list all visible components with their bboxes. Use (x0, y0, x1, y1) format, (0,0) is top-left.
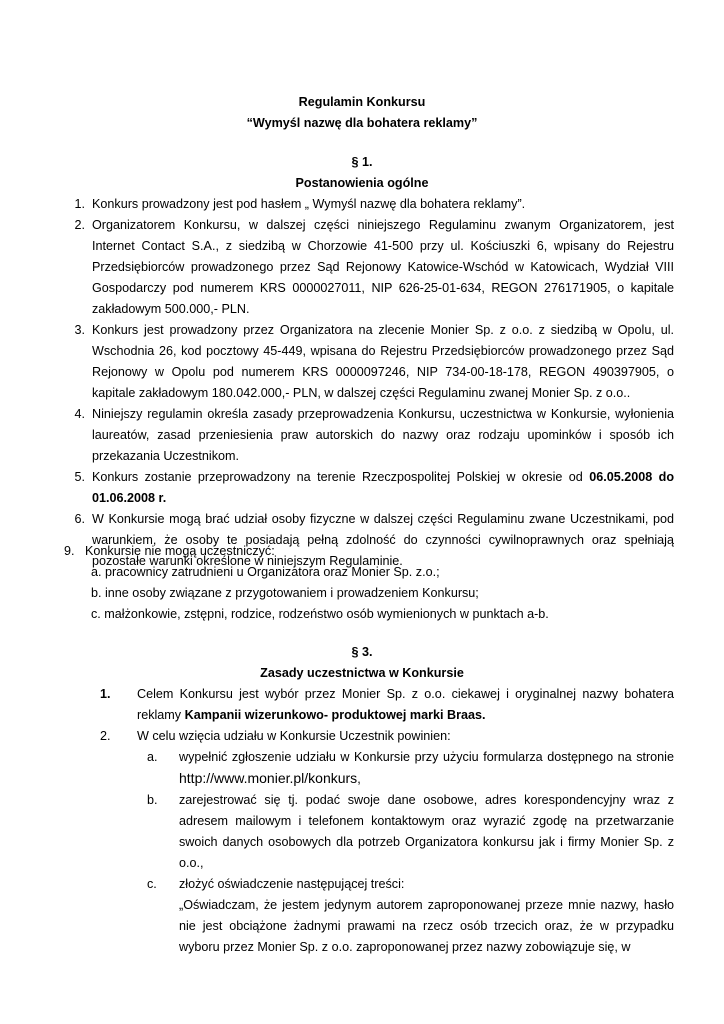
sub-item-a: a. pracownicy zatrudnieni u Organizatora oraz Monier Sp. z.o.; (91, 565, 440, 579)
title-line-1: Regulamin Konkursu (298, 95, 426, 109)
document-title (0, 92, 724, 134)
sub-item-c: c. małżonkowie, zstępni, rodzice, rodzeństwo osób wymienionych w punktach a-b. (91, 607, 549, 621)
list-item-text: W Konkursie mogą brać udział osoby fizyczne w dalszej części Regulaminu zwane Uczestnikami, pod warunkiem, że osoby te posiadają pełną zdolność do czynności cywilnoprawnych oraz spełniają pozostałe warunki określone w niniejszym Regulaminie. (92, 512, 674, 568)
list-item-text: Konkursie nie mogą uczestniczyć: (85, 544, 275, 558)
konkurs-link[interactable]: http://www.monier.pl/konkurs (179, 770, 358, 786)
list-item-text (92, 467, 674, 509)
list-item-number: 9. (64, 544, 75, 558)
title-line-2: “Wymyśl nazwę dla bohatera reklamy” (246, 116, 478, 130)
section-1-list (65, 194, 674, 572)
list-item-number: 5. (74, 470, 85, 484)
list-item-text: Konkurs jest prowadzony przez Organizatora na zlecenie Monier Sp. z o.o. z siedzibą w Opolu, ul. Wschodnia 26, kod pocztowy 45-449, wpisana do Rejestru Przedsiębiorców prowadzonego przez Sąd Rejonowy w Opolu pod numerem KRS 0000097246, NIP 734-00-18-178, REGON 490397905, o kapitale zakładowym 180.042.000,- PLN, w dalszej części Regulaminu zwanej Monier Sp. z o.o.. (92, 323, 674, 400)
section-3-number: § 3. (351, 645, 373, 659)
declaration-quote: „Oświadczam, że jestem jedynym autorem zaproponowanej przeze mnie nazwy, hasło nie jest obciążone żadnymi prawami na rzecz osób trzecich oraz, że w przypadku wyboru przez Monier Sp. z o.o. zaproponowanej przez nazwy zobowiązuje się, w (179, 898, 674, 954)
list-item-text: Organizatorem Konkursu, w dalszej części niniejszego Regulaminu zwanym Organizatorem, jest Internet Contact S.A., z siedzibą w Chorzowie 41-500 przy ul. Kościuszki 6, wpisany do Rejestru Przedsiębiorców prowadzonego przez Sąd Rejonowy Katowice-Wschód w Katowicach, Wydział VIII Gospodarczy pod numerem KRS 0000027011, NIP 626-25-01-634, REGON 276171905, o kapitale zakładowym 500.000,- PLN. (92, 218, 674, 316)
list-item (65, 320, 674, 404)
list-item-text: W celu wzięcia udziału w Konkursie Uczestnik powinien: (137, 729, 451, 743)
list-item-number: 6. (74, 512, 85, 526)
list-item-number: 3. (74, 323, 85, 337)
sub-item-text: zarejestrować się tj. podać swoje dane osobowe, adres korespondencyjny wraz z adresem mailowym i telefonem kontaktowym oraz wyrazić zgodę na przetwarzanie swoich danych osobowych dla potrzeb Organizatora konkursu jak i firmy Monier Sp. z o.o., (179, 793, 674, 870)
section-1-title: Postanowienia ogólne (295, 176, 429, 190)
list-item (65, 467, 674, 509)
sub-item-letter: c. (147, 877, 157, 891)
sub-item-text: złożyć oświadczenie następującej treści: (179, 877, 405, 891)
list-item (100, 684, 674, 726)
list-item-text (137, 687, 674, 722)
list-item-text-plain: Konkurs zostanie przeprowadzony na terenie Rzeczpospolitej Polskiej w okresie od (92, 470, 590, 484)
list-item-9 (64, 541, 275, 562)
list-item (65, 404, 674, 467)
section-3-title: Zasady uczestnictwa w Konkursie (260, 666, 464, 680)
sub-item-b: b. inne osoby związane z przygotowaniem i prowadzeniem Konkursu; (91, 586, 479, 600)
sub-item-c (137, 874, 674, 895)
list-item-number: 1. (74, 197, 85, 211)
date-range: 06.05.2008 do 01.06.2008 r. (92, 470, 675, 505)
section-3-list (100, 684, 674, 958)
section-3-heading (0, 642, 724, 684)
sub-item-text: wypełnić zgłoszenie udziału w Konkursie przy użyciu formularza dostępnego na stronie (179, 750, 674, 764)
list-item-text: Konkurs prowadzony jest pod hasłem „ Wymyśl nazwę dla bohatera reklamy”. (92, 197, 526, 211)
sub-item-trailing: , (357, 772, 361, 786)
list-item (65, 194, 674, 215)
section-1-heading (0, 152, 724, 194)
list-item (65, 215, 674, 320)
sub-item-a (137, 747, 674, 790)
sub-item-b (137, 790, 674, 874)
list-item-number: 2. (100, 729, 111, 743)
list-item-number: 1. (100, 687, 111, 701)
list-item-text-plain: Celem Konkursu jest wybór przez Monier Sp. z o.o. ciekawej i oryginalnej nazwy bohatera reklamy (137, 687, 674, 722)
list-item-text: Niniejszy regulamin określa zasady przeprowadzenia Konkursu, uczestnictwa w Konkursie, wyłonienia laureatów, zasad przeniesienia praw autorskich do nazwy oraz rodzaju upominków i sposób ich przekazania Uczestnikom. (92, 407, 674, 463)
campaign-name: Kampanii wizerunkowo- produktowej marki Braas. (184, 708, 486, 722)
sub-item-letter: b. (147, 793, 158, 807)
sub-item-letter: a. (147, 750, 158, 764)
list-item-number: 2. (74, 218, 85, 232)
list-item (100, 726, 674, 958)
list-item-number: 4. (74, 407, 85, 421)
section-1-number: § 1. (351, 155, 373, 169)
